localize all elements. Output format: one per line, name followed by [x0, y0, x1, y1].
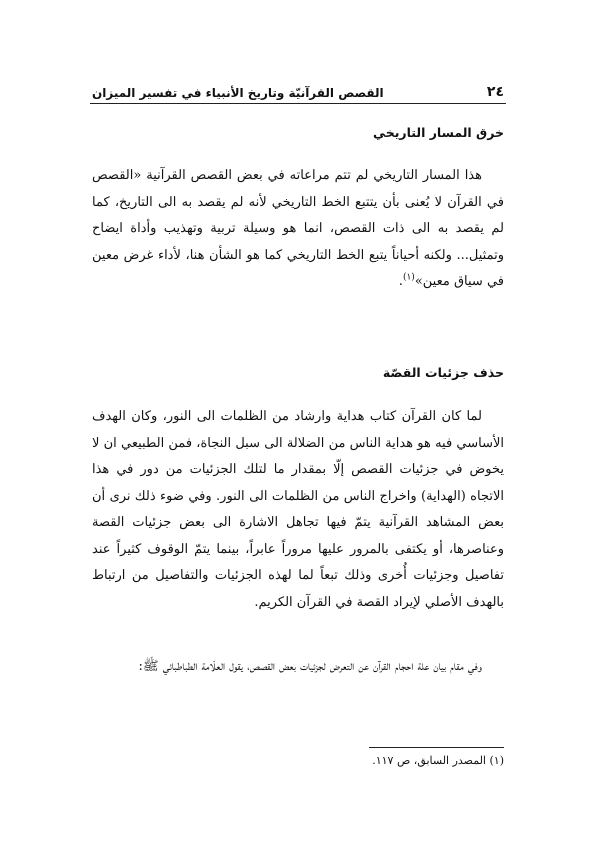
paragraph-text: هذا المسار التاريخي لم تتم مراعاته في بعض القصص القرآنية «القصص في القرآن لا يُعنى بأن يتتبع الخط التاريخي لأنه لم يقصد به الى التاريخ، كما لم يقصد به الى ذات القصص، انما هو وسيلة تربية وتهذيب وأداة ايضاح وتمثيل... ولكنه أحياناً يتبع الخط التاريخي كما هو الشأن هنا، لأداء غرض معين في سياق معين» [92, 168, 504, 289]
footnote: (١) المصدر السابق، ص ١١٧. [372, 754, 504, 767]
running-title: القصص القرآنيّة وتاريخ الأنبياء في تفسير الميزان [92, 86, 384, 100]
paragraph-end: . [398, 274, 403, 289]
paragraph-text: لما كان القرآن كتاب هداية وارشاد من الظلمات الى النور، وكان الهدف الأساسي فيه هو هداية الناس من الضلالة الى سبل النجاة، فمن الطبيعي ان لا يخوض في جزئيات القصص إلّا بمقدار ما لتلك الجزئيات من دور في هذا الاتجاه (الهداية) واخراج الناس من الظلمات الى النور. وفي ضوء ذلك نرى أن بعض المشاهد القرآنية يتمّ فيها تجاهل الاشارة الى بعض جزئيات القصة وعناصرها، أو يكتفى بالمرور عليها مروراً عابراً، بينما يتمّ الوقوف كثيراً عند تفاصيل وجزئيات أُخرى وذلك تبعاً لما لهذه الجزئيات والتفاصيل من ارتباط بالهدف الأصلي لإيراد القصة في القرآن الكريم. [92, 409, 504, 610]
page-header [92, 80, 504, 100]
section-heading: خرق المسار التاريخي [373, 125, 504, 140]
page-number: ٢٤ [486, 84, 504, 100]
paragraph [92, 404, 504, 616]
paragraph-text: وفي مقام بيان علة احجام القرآن عن التعرض لجزئيات بعض القصص، يقول العلّامة الطباطبائي ﷺ: [138, 659, 482, 674]
paragraph [92, 163, 504, 296]
section-heading: حذف جزئيات القصّة [382, 365, 504, 380]
header-rule [90, 103, 506, 104]
footnote-rule [369, 747, 504, 748]
paragraph [92, 654, 504, 681]
footnote-reference: (١) [402, 272, 415, 283]
